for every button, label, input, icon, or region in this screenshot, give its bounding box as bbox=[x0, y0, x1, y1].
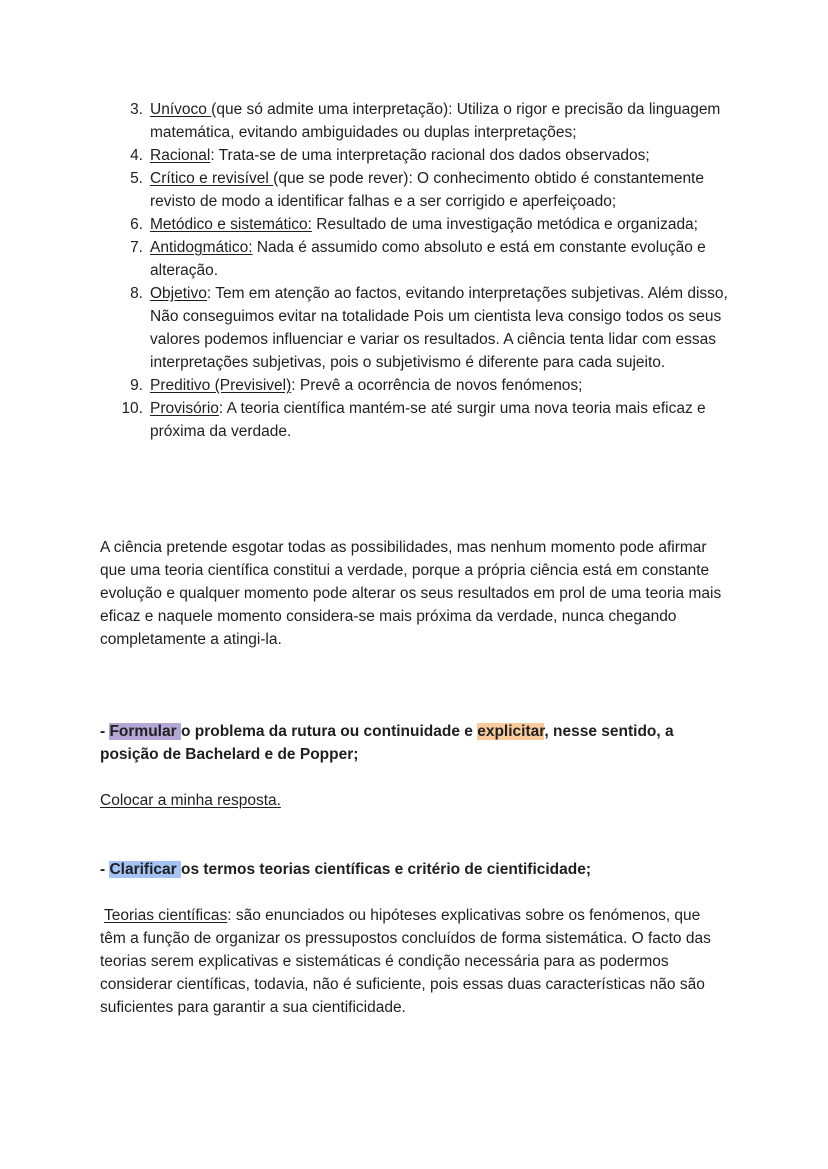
characteristics-list bbox=[100, 98, 730, 443]
list-term: Preditivo (Previsivel) bbox=[150, 377, 292, 394]
list-item bbox=[100, 397, 730, 443]
list-body: (que se pode rever): O conhecimento obtido é constantemente revisto de modo a identificar falhas e a ser corrigido e aperfeiçoado; bbox=[150, 170, 704, 210]
list-number: 3. bbox=[130, 101, 143, 118]
list-number: 4. bbox=[130, 147, 143, 164]
term-teorias-cientificas: Teorias científicas bbox=[104, 907, 228, 924]
list-term: Objetivo bbox=[150, 285, 207, 302]
list-number: 8. bbox=[130, 285, 143, 302]
answer-placeholder bbox=[100, 789, 730, 812]
list-body: (que só admite uma interpretação): Utiliza o rigor e precisão da linguagem matemática, evitando ambiguidades ou duplas interpretações; bbox=[150, 101, 721, 141]
list-item bbox=[100, 213, 730, 236]
list-body: Resultado de uma investigação metódica e organizada; bbox=[311, 216, 698, 233]
question-clarificar bbox=[100, 858, 730, 881]
list-text bbox=[150, 397, 730, 443]
paragraph-body: : são enunciados ou hipóteses explicativas sobre os fenómenos, que têm a função de organizar os pressupostos concluídos de forma sistemática. O facto das teorias serem explicativas e sistemáticas é condição necessária para as podermos considerar científicas, todavia, não é suficiente, pois essas duas características não são suficientes para garantir a sua cientificidade. bbox=[100, 907, 711, 1016]
list-term: Crítico e revisível bbox=[150, 170, 274, 187]
highlight-formular: Formular bbox=[109, 723, 181, 740]
dash: - bbox=[100, 861, 110, 878]
list-text bbox=[150, 98, 730, 144]
answer-placeholder-text: Colocar a minha resposta. bbox=[100, 792, 281, 809]
highlight-clarificar: Clarificar bbox=[109, 861, 181, 878]
list-term: Racional bbox=[150, 147, 211, 164]
list-body: Nada é assumido como absoluto e está em constante evolução e alteração. bbox=[150, 239, 706, 279]
list-item bbox=[100, 144, 730, 167]
list-number: 5. bbox=[130, 170, 143, 187]
list-item bbox=[100, 282, 730, 374]
highlight-explicitar: explicitar bbox=[477, 723, 545, 740]
list-text bbox=[150, 167, 730, 213]
question-text: , nesse sentido, a posição de Bachelard e de Popper; bbox=[100, 723, 674, 763]
list-text bbox=[150, 236, 730, 282]
list-item bbox=[100, 374, 730, 397]
list-term: Provisório bbox=[150, 400, 219, 417]
list-body: : Prevê a ocorrência de novos fenómenos; bbox=[291, 377, 583, 394]
list-item bbox=[100, 236, 730, 282]
list-term: Antidogmático: bbox=[150, 239, 253, 256]
question-formular bbox=[100, 720, 730, 766]
list-text bbox=[150, 374, 730, 397]
list-body: : A teoria científica mantém-se até surgir uma nova teoria mais eficaz e próxima da verdade. bbox=[150, 400, 706, 440]
question-text: o problema da rutura ou continuidade e bbox=[180, 723, 478, 740]
question-text: os termos teorias científicas e critério de cientificidade; bbox=[180, 861, 592, 878]
list-text bbox=[150, 144, 730, 167]
list-term: Metódico e sistemático: bbox=[150, 216, 312, 233]
list-item bbox=[100, 98, 730, 144]
list-text bbox=[150, 213, 730, 236]
list-term: Unívoco bbox=[150, 101, 212, 118]
list-number: 6. bbox=[130, 216, 143, 233]
list-number: 9. bbox=[130, 377, 143, 394]
list-item bbox=[100, 167, 730, 213]
dash: - bbox=[100, 723, 110, 740]
list-number: 10. bbox=[121, 400, 143, 417]
list-body: : Trata-se de uma interpretação racional dos dados observados; bbox=[210, 147, 650, 164]
list-text bbox=[150, 282, 730, 374]
paragraph-theories bbox=[100, 904, 730, 1019]
paragraph-science: A ciência pretende esgotar todas as possibilidades, mas nenhum momento pode afirmar que uma teoria científica constitui a verdade, porque a própria ciência está em constante evolução e qualquer momento pode alterar os seus resultados em prol de uma teoria mais eficaz e naquele momento considera-se mais próxima da verdade, nunca chegando completamente a atingi-la. bbox=[100, 539, 722, 648]
list-body: : Tem em atenção ao factos, evitando interpretações subjetivas. Além disso, Não conseguimos evitar na totalidade Pois um cientista leva consigo todos os seus valores podemos influenciar e variar os resultados. A ciência tenta lidar com essas interpretações subjetivas, pois o subjetivismo é diferente para cada sujeito. bbox=[150, 285, 728, 371]
list-number: 7. bbox=[130, 239, 143, 256]
